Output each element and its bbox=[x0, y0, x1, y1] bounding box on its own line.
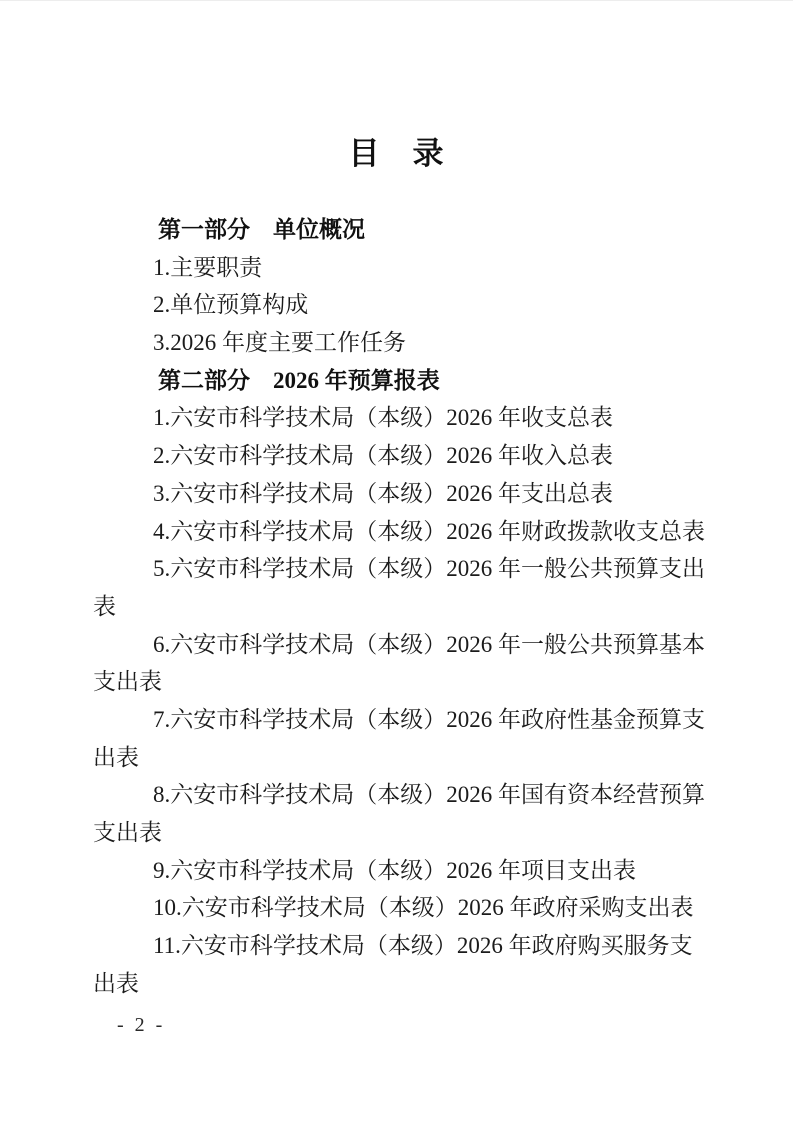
toc-item-wrap: 出表 bbox=[93, 970, 139, 996]
toc-item: 1.主要职责 bbox=[153, 254, 263, 280]
toc-item: 10.六安市科学技术局（本级）2026 年政府采购支出表 bbox=[153, 895, 694, 921]
toc-item: 6.六安市科学技术局（本级）2026 年一般公共预算基本 bbox=[153, 631, 705, 657]
toc-item: 11.六安市科学技术局（本级）2026 年政府购买服务支 bbox=[153, 933, 693, 959]
toc-item-wrap: 支出表 bbox=[93, 820, 162, 845]
toc-item: 1.六安市科学技术局（本级）2026 年收支总表 bbox=[153, 405, 613, 431]
page-number: - 2 - bbox=[117, 1014, 166, 1036]
toc-item-wrap: 表 bbox=[93, 593, 116, 619]
section-heading-part2: 第二部分 2026 年预算报表 bbox=[158, 367, 440, 393]
section-heading-part1: 第一部分 单位概况 bbox=[158, 217, 365, 242]
toc-title: 目 录 bbox=[348, 136, 445, 171]
toc-item: 7.六安市科学技术局（本级）2026 年政府性基金预算支 bbox=[153, 706, 705, 732]
toc-item-wrap: 支出表 bbox=[93, 669, 162, 695]
toc-item: 3.2026 年度主要工作任务 bbox=[153, 330, 406, 356]
toc-item: 5.六安市科学技术局（本级）2026 年一般公共预算支出 bbox=[153, 556, 705, 582]
toc-body bbox=[93, 211, 708, 1002]
toc-item: 2.单位预算构成 bbox=[153, 292, 309, 318]
toc-item: 3.六安市科学技术局（本级）2026 年支出总表 bbox=[153, 480, 613, 506]
toc-item: 4.六安市科学技术局（本级）2026 年财政拨款收支总表 bbox=[153, 518, 705, 544]
toc-item: 2.六安市科学技术局（本级）2026 年收入总表 bbox=[153, 443, 613, 469]
toc-item-wrap: 出表 bbox=[93, 744, 139, 770]
toc-item: 8.六安市科学技术局（本级）2026 年国有资本经营预算 bbox=[153, 782, 705, 808]
toc-item: 9.六安市科学技术局（本级）2026 年项目支出表 bbox=[153, 857, 636, 883]
